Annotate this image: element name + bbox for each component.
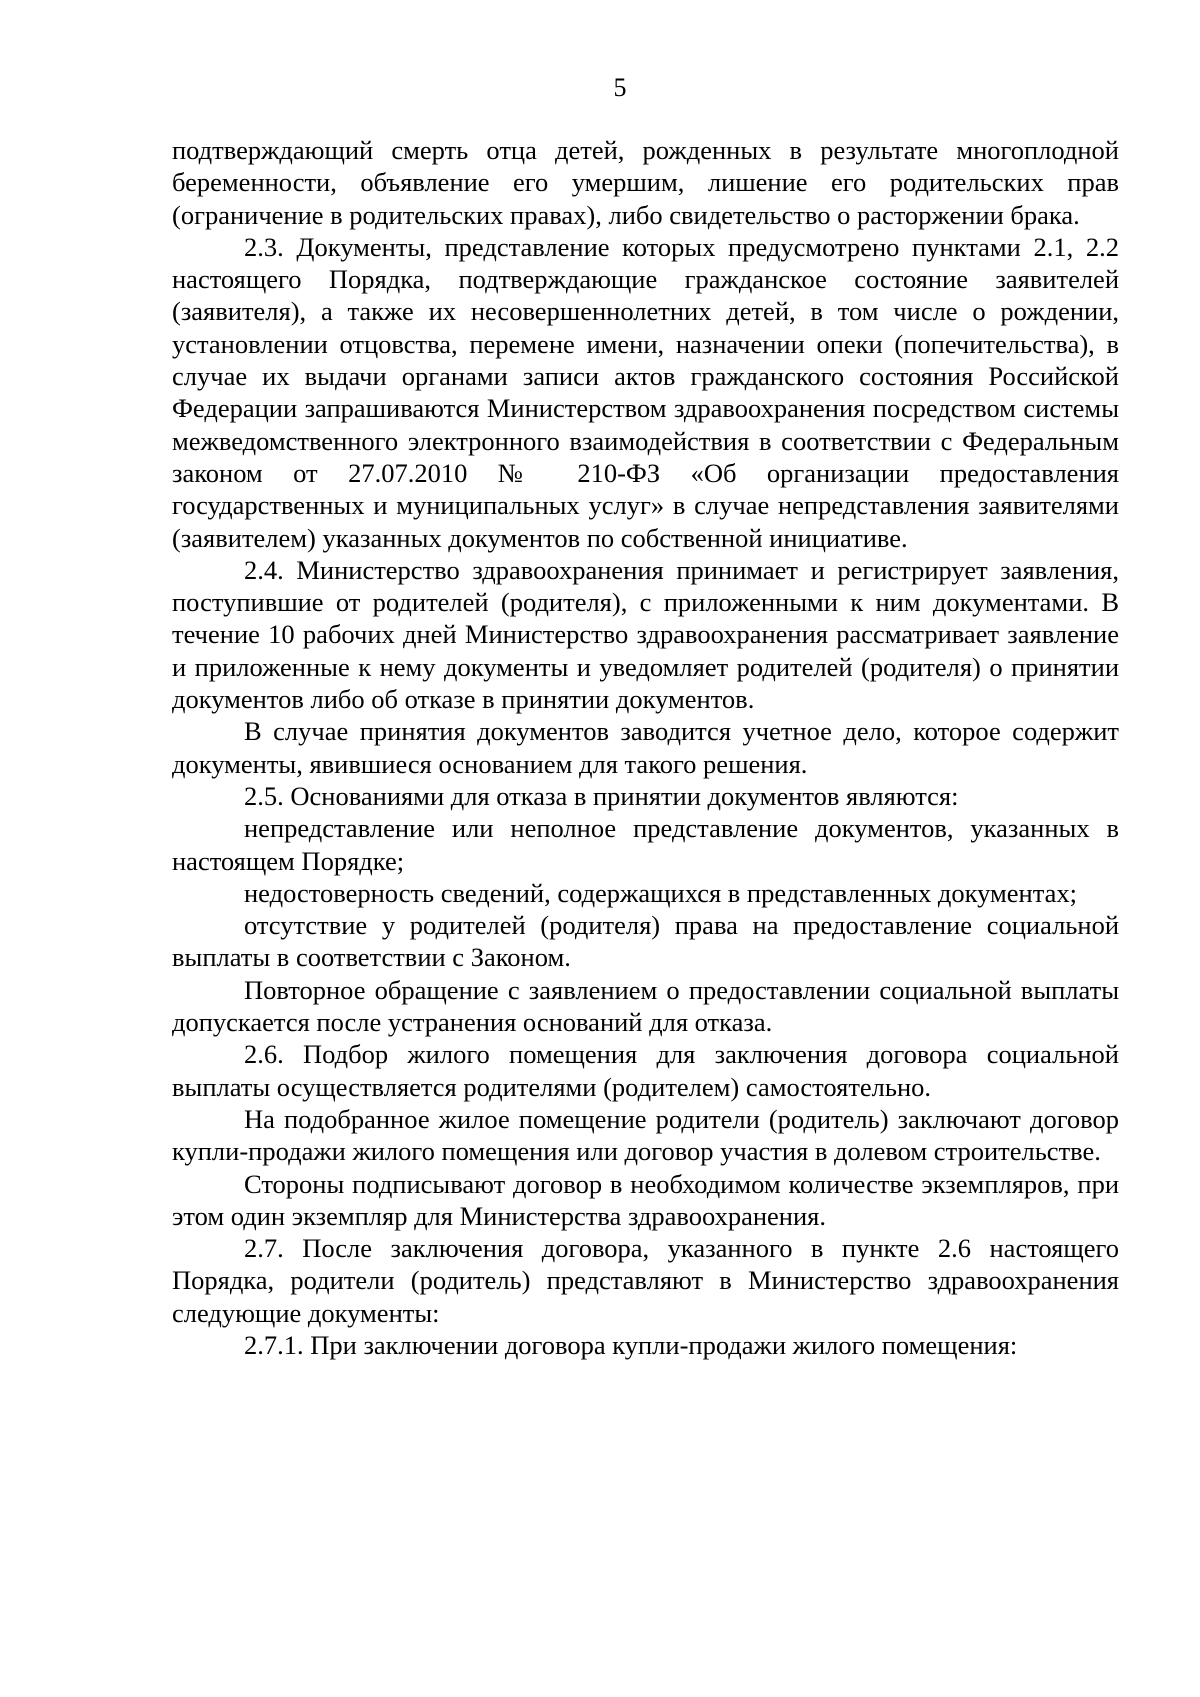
paragraph: подтверждающий смерть отца детей, рожденных в результате многоплодной беременности, объявление его умершим, лишение его родительских прав (ограничение в родительских правах), либо свидетельство о расторжении брака. bbox=[172, 135, 1119, 230]
paragraph: 2.7.1. При заключении договора купли-продажи жилого помещения: bbox=[244, 1329, 1018, 1360]
paragraph: 2.3. Документы, представление которых предусмотрено пунктами 2.1, 2.2 настоящего Порядка, подтверждающие гражданское состояние заявителей (заявителя), а также их несовершеннолетних детей, в том числе о рождении, установлении отцовства, перемене имени, назначении опеки (попечительства), в случае их выдачи органами записи актов гражданского состояния Российской Федерации запрашиваются Министерством здравоохранения посредством системы межведомственного электронного взаимодействия в соответствии с Федеральным законом от 27.07.2010 № 210-ФЗ «Об организации предоставления государственных и муниципальных услуг» в случае непредставления заявителями (заявителем) указанных документов по собственной инициативе. bbox=[172, 231, 1119, 553]
paragraph: недостоверность сведений, содержащихся в представленных документах; bbox=[244, 877, 1077, 908]
paragraph: 2.5. Основаниями для отказа в принятии документов являются: bbox=[244, 780, 959, 811]
document-body bbox=[172, 134, 1119, 1361]
paragraph: непредставление или неполное представление документов, указанных в настоящем Порядке; bbox=[172, 813, 1119, 876]
paragraph: В случае принятия документов заводится учетное дело, которое содержит документы, явившиеся основанием для такого решения. bbox=[172, 716, 1119, 779]
page-number: 5 bbox=[613, 73, 627, 102]
paragraph: 2.7. После заключения договора, указанного в пункте 2.6 настоящего Порядка, родители (родитель) представляют в Министерство здравоохранения следующие документы: bbox=[172, 1233, 1119, 1328]
paragraph: отсутствие у родителей (родителя) права на предоставление социальной выплаты в соответствии с Законом. bbox=[172, 910, 1119, 973]
paragraph: 2.4. Министерство здравоохранения принимает и регистрирует заявления, поступившие от родителей (родителя), с приложенными к ним документами. В течение 10 рабочих дней Министерство здравоохранения рассматривает заявление и приложенные к нему документы и уведомляет родителей (родителя) о принятии документов либо об отказе в принятии документов. bbox=[172, 554, 1119, 715]
paragraph: 2.6. Подбор жилого помещения для заключения договора социальной выплаты осуществляется родителями (родителем) самостоятельно. bbox=[172, 1039, 1119, 1102]
paragraph: На подобранное жилое помещение родители (родитель) заключают договор купли-продажи жилого помещения или договор участия в долевом строительстве. bbox=[172, 1103, 1119, 1167]
paragraph: Стороны подписывают договор в необходимом количестве экземпляров, при этом один экземпляр для Министерства здравоохранения. bbox=[172, 1168, 1119, 1231]
paragraph: Повторное обращение с заявлением о предоставлении социальной выплаты допускается после устранения оснований для отказа. bbox=[172, 974, 1119, 1038]
